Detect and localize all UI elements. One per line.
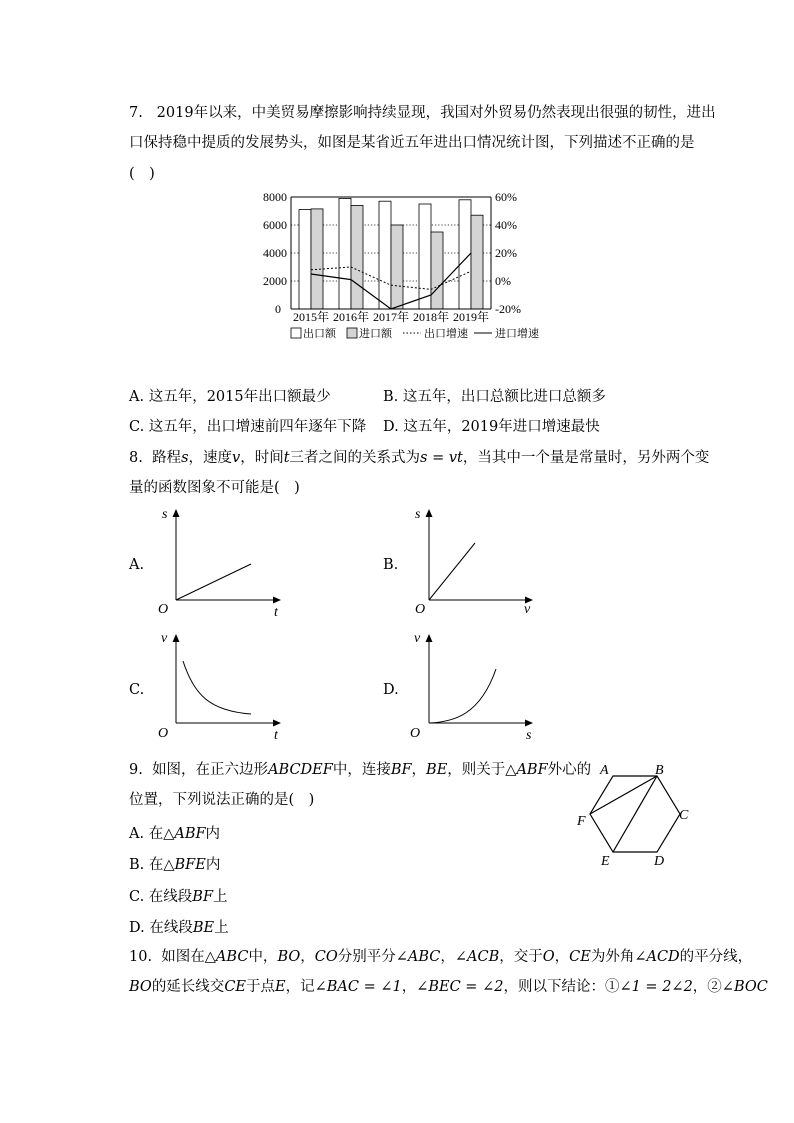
vertex-a-label: A	[600, 763, 609, 778]
q10-point-e: E	[275, 979, 286, 995]
q10-angle-acd: ∠ACD	[634, 949, 680, 965]
q10-triangle: △ABC	[204, 949, 249, 965]
q10-angle-acb: ∠ACB	[454, 949, 500, 965]
q8-option-a-label[interactable]: A.	[129, 557, 145, 573]
q9-option-d-prefix: D. 在线段	[129, 920, 193, 936]
q8-text-line2: 量的函数图象不可能是( )	[129, 480, 300, 496]
x-arrow-icon	[273, 720, 281, 727]
q9-text-a: 如图，在正六边形	[152, 762, 269, 778]
left-tick-label: 2000	[263, 274, 287, 288]
q7-option-d[interactable]: D. 这五年，2019年进口增速最快	[383, 419, 600, 435]
x-axis-label: t	[274, 605, 278, 620]
q7-line1	[129, 103, 716, 123]
q9-text-line2: 位置，下列说法正确的是( )	[129, 792, 315, 808]
q10-text-i: ，	[440, 949, 455, 965]
category-label: 2017年	[372, 310, 410, 324]
right-tick-label: 0%	[495, 274, 511, 288]
x-arrow-icon	[273, 597, 281, 604]
q9-option-c-suffix: 上	[213, 889, 228, 905]
q7-option-b[interactable]: B. 这五年，出口总额比进口总额多	[383, 389, 606, 405]
q9-hexagon-figure	[570, 760, 700, 875]
right-tick-label: 40%	[495, 218, 517, 232]
bar-import	[391, 225, 403, 309]
function-curve	[176, 564, 251, 600]
q8-t5: ，当其中一个量是常量时，另外两个变	[462, 450, 710, 466]
segment-be	[613, 776, 657, 852]
q10-bo: BO	[277, 949, 301, 965]
right-tick-label: 60%	[495, 190, 517, 204]
q9-option-a[interactable]	[129, 822, 220, 843]
origin-label: O	[410, 726, 421, 741]
bar-import	[431, 232, 443, 309]
q10-ce-2: CE	[224, 979, 246, 995]
q7-option-a[interactable]: A. 这五年，2015年出口额最少	[129, 389, 331, 405]
q7-chart	[255, 185, 545, 350]
bar-import	[311, 209, 323, 309]
q10-text-2m: ，	[692, 979, 708, 995]
y-arrow-icon	[173, 509, 180, 517]
q10-line2	[129, 977, 768, 997]
q10-text-c: 中，	[248, 949, 278, 965]
q10-text-e: ，	[300, 949, 315, 965]
q7-number: 7.	[129, 105, 143, 121]
q9-option-a-suffix: 内	[205, 826, 221, 842]
function-curve	[429, 669, 496, 723]
legend-label: 进口增速	[495, 327, 539, 340]
legend-swatch	[347, 328, 357, 338]
q10-co: CO	[314, 949, 338, 965]
bar-import	[351, 205, 363, 309]
q9-option-b[interactable]	[129, 853, 220, 874]
origin-label: O	[158, 726, 169, 741]
q10-conclusion-2: ∠BOC	[721, 979, 768, 995]
category-label: 2019年	[452, 310, 490, 324]
category-label: 2018年	[412, 310, 450, 324]
q9-option-c-prefix: C. 在线段	[129, 889, 193, 905]
q8-number: 8.	[129, 450, 143, 466]
bar-export	[339, 198, 351, 309]
q10-bo-2: BO	[129, 979, 152, 995]
q8-t2: ，速度	[188, 450, 233, 466]
q8-graph-c[interactable]	[150, 625, 290, 750]
q9-option-d[interactable]	[129, 916, 229, 937]
q8-option-d-label[interactable]: D.	[383, 682, 399, 698]
left-tick-label: 0	[275, 302, 281, 316]
y-axis-label: s	[415, 507, 421, 522]
q8-option-b-label[interactable]: B.	[383, 557, 399, 573]
origin-label: O	[158, 602, 169, 617]
category-label: 2015年	[292, 310, 330, 324]
q9-option-a-prefix: A. 在	[129, 826, 164, 842]
q8-t1: 路程	[152, 450, 182, 466]
q9-option-c-math: BF	[192, 889, 214, 905]
legend-label: 出口额	[303, 327, 336, 340]
q9-text-g: ，则关于	[447, 762, 506, 778]
q9-option-d-math: BE	[192, 920, 215, 936]
y-axis-label: s	[162, 507, 168, 522]
x-axis-label: t	[274, 728, 278, 743]
q10-text-2h: ，	[401, 979, 417, 995]
q10-ce: CE	[569, 949, 591, 965]
q8-graph-a[interactable]	[150, 500, 290, 625]
q8-t4: 三者之间的关系式为	[289, 450, 421, 466]
chart-bars	[299, 198, 483, 309]
function-curve	[429, 543, 475, 600]
legend-label: 出口增速	[424, 327, 468, 340]
q8-line1	[129, 448, 709, 468]
q10-text-m: ，	[554, 949, 570, 965]
q10-conclusion-1-marker: ①	[604, 979, 620, 995]
q9-text-e: ，	[411, 762, 427, 778]
category-label: 2016年	[332, 310, 370, 324]
q8-t3: ，时间	[240, 450, 284, 466]
left-tick-label: 4000	[263, 246, 287, 260]
q10-text-2b: 的延长线交	[151, 979, 225, 995]
q10-eq-angle1: ∠BAC = ∠1	[314, 979, 402, 995]
vertex-d-label: D	[654, 854, 665, 869]
q9-seg-bf: BF	[390, 762, 412, 778]
q7-option-c[interactable]: C. 这五年，出口增速前四年逐年下降	[129, 419, 367, 435]
q10-text-2d: 于点	[246, 979, 275, 995]
q9-option-d-suffix: 上	[214, 920, 229, 936]
x-axis-label: v	[524, 602, 531, 617]
q10-conclusion-2-marker: ②	[707, 979, 722, 995]
function-curve	[183, 661, 251, 714]
legend-swatch	[291, 328, 301, 338]
chart-legend	[291, 326, 539, 340]
q7-text-line2: 口保持稳中提质的发展势头，如图是某省近五年进出口情况统计图，下列描述不正确的是	[129, 135, 695, 151]
q7-text-line1: 2019年以来，中美贸易摩擦影响持续显现，我国对外贸易仍然表现出很强的韧性，进出	[156, 105, 716, 121]
q8-option-c-label[interactable]: C.	[129, 682, 145, 698]
q9-seg-be: BE	[426, 762, 448, 778]
q10-text-2f: ，记	[285, 979, 315, 995]
right-tick-label: 20%	[495, 246, 517, 260]
bar-export	[379, 201, 391, 309]
q9-option-b-suffix: 内	[205, 857, 221, 873]
origin-label: O	[415, 602, 426, 617]
bar-export	[419, 204, 431, 309]
right-tick-label: -20%	[495, 302, 521, 316]
vertex-f-label: F	[577, 814, 586, 829]
q10-angle-abc: ∠ABC	[395, 949, 441, 965]
segment-bf	[590, 776, 657, 814]
q10-text-a: 如图在	[161, 949, 205, 965]
bar-import	[471, 215, 483, 309]
q8-var-v: v	[232, 450, 241, 466]
x-axis-label: s	[526, 728, 532, 743]
y-arrow-icon	[173, 634, 180, 642]
q9-hexagon-name: ABCDEF	[268, 762, 333, 778]
q8-graph-d[interactable]	[402, 625, 542, 750]
q10-line1	[129, 947, 752, 967]
q8-graph-b[interactable]	[402, 500, 542, 625]
q8-var-t: t	[283, 450, 290, 466]
q9-option-a-math: △ABF	[163, 826, 206, 842]
q10-text-q: 的平分线，	[679, 949, 753, 965]
q10-text-g: 分别平分	[337, 949, 396, 965]
x-arrow-icon	[525, 720, 533, 727]
q9-triangle: △ABF	[505, 762, 548, 778]
bar-export	[299, 210, 311, 309]
q9-line1	[129, 760, 591, 780]
legend-label: 进口额	[359, 327, 392, 340]
y-axis-label: v	[414, 631, 421, 646]
q9-option-b-math: △BFE	[163, 857, 206, 873]
q10-eq-angle2: ∠BEC = ∠2	[416, 979, 504, 995]
vertex-b-label: B	[655, 763, 664, 778]
q8-equation: s = vt	[420, 450, 463, 466]
q9-option-c[interactable]	[129, 885, 228, 906]
q9-number: 9.	[129, 762, 143, 778]
q10-text-k: ，交于	[499, 949, 543, 965]
y-arrow-icon	[426, 634, 433, 642]
q10-text-o: 为外角	[590, 949, 635, 965]
left-tick-label: 6000	[263, 218, 287, 232]
vertex-c-label: C	[679, 808, 689, 823]
vertex-e-label: E	[601, 854, 610, 869]
q9-option-b-prefix: B. 在	[129, 857, 164, 873]
q10-point-o: O	[542, 949, 555, 965]
y-axis-label: v	[161, 631, 168, 646]
q10-text-2j: ，则以下结论：	[503, 979, 605, 995]
q7-answer-bracket: ( )	[129, 166, 155, 182]
left-tick-label: 8000	[263, 190, 287, 204]
y-arrow-icon	[426, 509, 433, 517]
q10-number: 10.	[129, 949, 153, 965]
q8-var-s: s	[181, 450, 189, 466]
q9-text-i: 外心的	[547, 762, 592, 778]
q10-conclusion-1: ∠1 = 2∠2	[619, 979, 693, 995]
q9-text-c: 中，连接	[332, 762, 391, 778]
